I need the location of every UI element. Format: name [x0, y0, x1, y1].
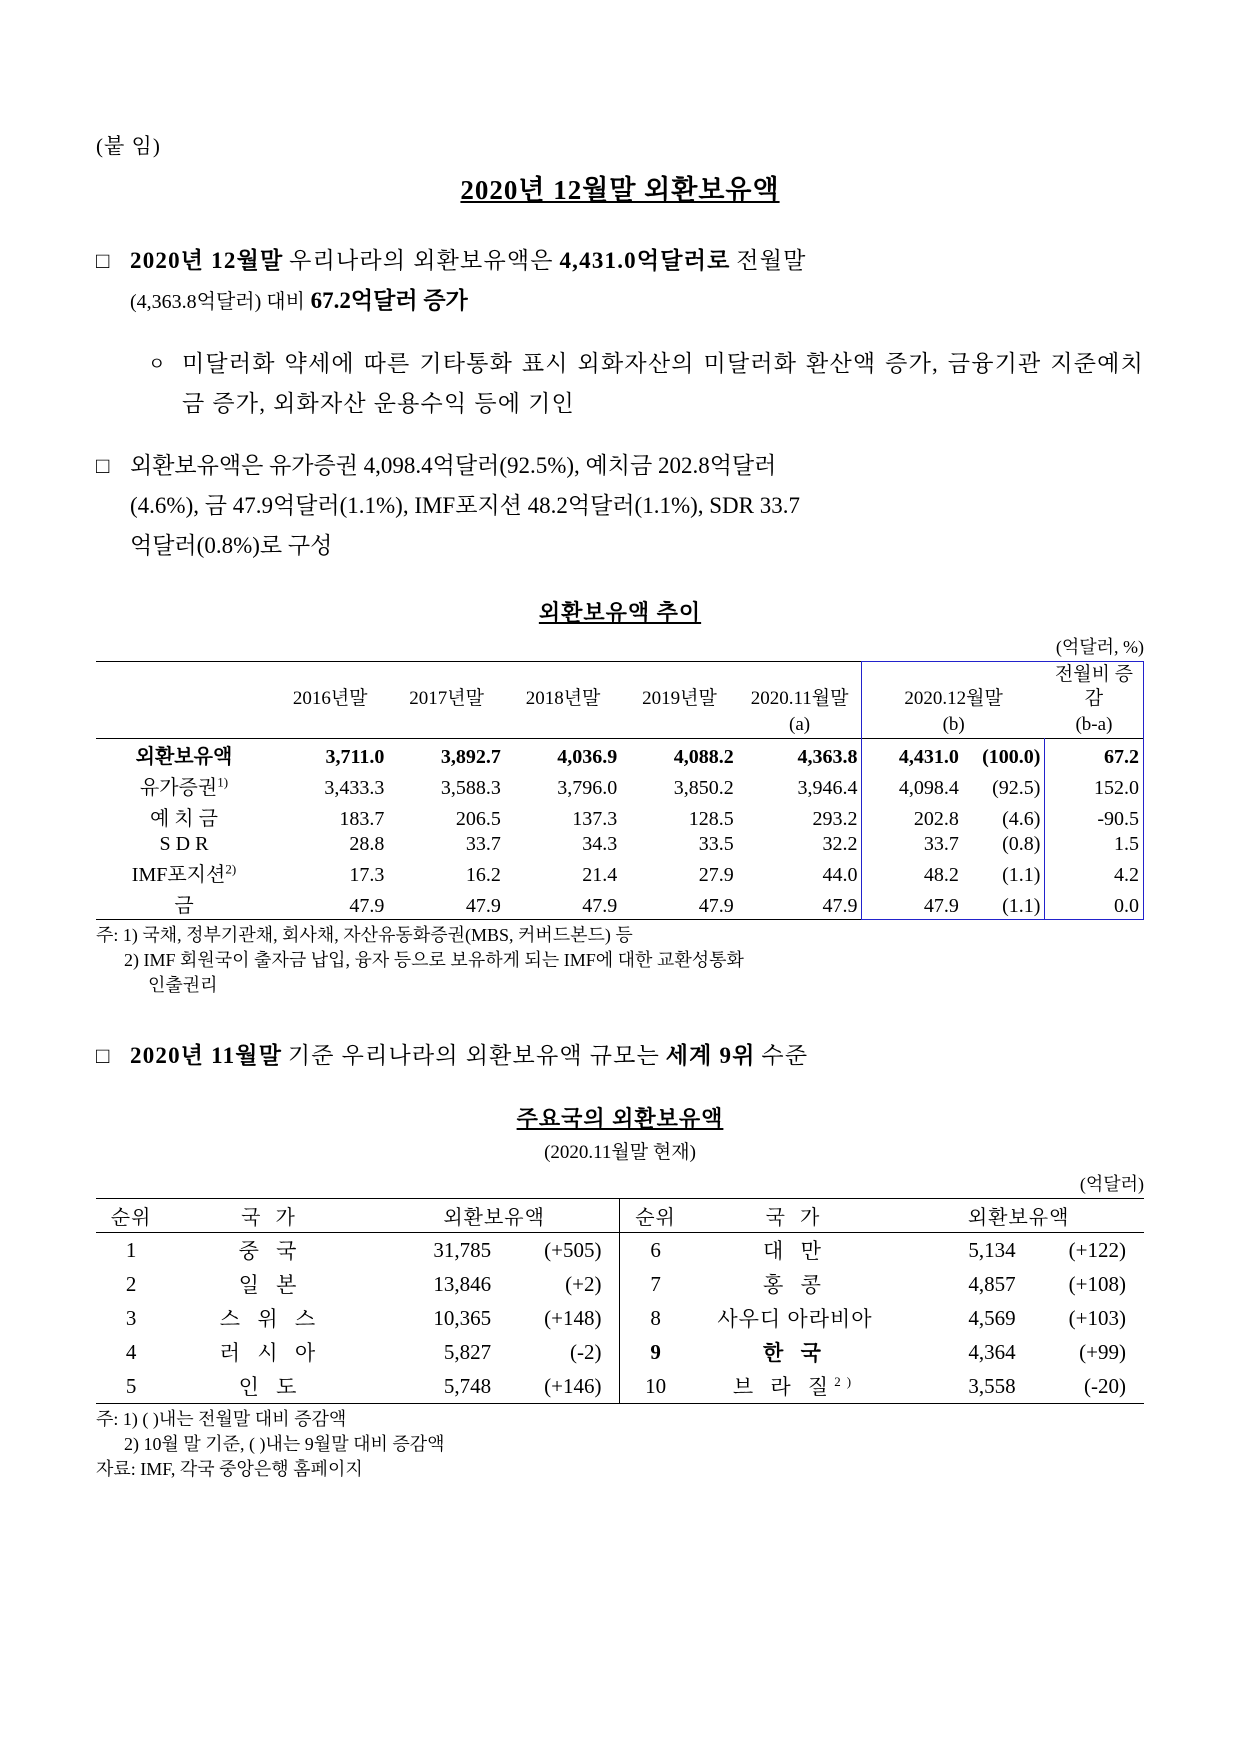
table1-row-3-label: S D R — [159, 833, 209, 855]
table2-right-0-rank: 6 — [620, 1233, 691, 1268]
table1-notes — [96, 923, 1144, 998]
bullet-4-date: 2020년 11월말 — [130, 1043, 283, 1068]
bullet-4-text-1: 기준 우리나라의 외환보유액 규모는 — [287, 1043, 661, 1068]
reserves-trend-table — [96, 661, 1144, 920]
table1-subheader-a: (a) — [789, 714, 811, 735]
table2-left-2-rank: 3 — [125, 1305, 137, 1330]
bullet-4-text-2: 수준 — [761, 1043, 809, 1068]
table1-row-1-label-text: 유가증권 — [139, 777, 218, 799]
table2-right-1-change: (+108) — [1068, 1271, 1126, 1296]
table2-left-3-amount: 5,827 — [443, 1339, 492, 1364]
table1-row-0-change: 67.2 — [1045, 739, 1144, 771]
bullet-2-marker: ㅇ — [148, 354, 166, 374]
table1-row-2-label: 예 치 금 — [149, 808, 218, 830]
table2-header-rank-left: 순위 — [110, 1207, 152, 1229]
table-row — [96, 1335, 1144, 1369]
table-row — [96, 857, 1144, 888]
table1-row-1-2018: 3,796.0 — [557, 777, 618, 799]
table2-header-amount-right: 외환보유액 — [967, 1207, 1070, 1229]
table2-note-1: 주: 1) ( )내는 전월말 대비 증감액 — [96, 1409, 347, 1429]
table1-subheader-blank-2017 — [388, 712, 504, 739]
table1-row-4-2019: 27.9 — [698, 864, 734, 886]
bullet-2 — [148, 344, 1144, 424]
table1-note-1: 주: 1) 국채, 정부기관채, 회사채, 자산유동화증권(MBS, 커버드본드) 등 — [96, 925, 633, 945]
table1-row-2-2020-12: 202.8 — [862, 801, 963, 832]
table1-unit: (억달러, %) — [1055, 637, 1144, 657]
table2-right-3-rank: 9 — [620, 1335, 691, 1369]
table1-row-1-2017: 3,588.3 — [440, 777, 501, 799]
page-title: 2020년 12월말 외환보유액 — [460, 175, 780, 205]
table1-row-3-2018: 34.3 — [582, 833, 618, 855]
table1-row-3-2017: 33.7 — [465, 833, 501, 855]
table2-left-4-rank: 5 — [125, 1373, 137, 1398]
table-row — [96, 1301, 1144, 1335]
bullet-4-rank: 세계 9위 — [665, 1043, 756, 1068]
table1-row-3-2019: 33.5 — [698, 833, 734, 855]
table2-note-2: 2) 10월 말 기준, ( )내는 9월말 대비 증감액 — [124, 1434, 445, 1454]
table2-right-0-change: (+122) — [1068, 1237, 1126, 1262]
table1-row-0-share: (100.0) — [982, 746, 1041, 768]
table2-right-2-amount: 4,569 — [968, 1305, 1016, 1330]
table2-header-amount-left: 외환보유액 — [443, 1207, 545, 1229]
table1-header-2020-12: 2020.12월말 — [862, 662, 1045, 713]
table1-row-5-2017: 47.9 — [465, 895, 501, 917]
table1-subheader-blank — [96, 712, 272, 739]
table2-right-2-country: 사우디 아라비아 — [717, 1307, 873, 1331]
table1-row-4-2020-11: 44.0 — [822, 864, 858, 886]
table1-row-4-label — [96, 857, 272, 888]
table-row — [96, 801, 1144, 832]
table1-row-2-2018: 137.3 — [572, 808, 618, 830]
table2-right-1-rank: 7 — [620, 1267, 691, 1301]
table1-row-4-change: 4.2 — [1045, 857, 1144, 888]
table1-row-4-label-text: IMF포지션 — [131, 864, 226, 886]
table2-left-2-amount: 10,365 — [433, 1305, 492, 1330]
bullet-1-body — [130, 241, 1144, 322]
table-row — [96, 1267, 1144, 1301]
table2-right-3-country: 한 국 — [763, 1341, 827, 1365]
table1-header-2019: 2019년말 — [642, 688, 717, 709]
table1-row-5-share: (1.1) — [963, 888, 1045, 920]
table1-row-3-share: (0.8) — [1002, 833, 1041, 855]
table2-left-0-rank: 1 — [125, 1237, 137, 1262]
table2-left-3-change: (-2) — [569, 1339, 602, 1364]
table2-right-4-amount: 3,558 — [968, 1373, 1016, 1398]
table1-row-0-label: 외환보유액 — [135, 746, 233, 768]
table1-header-row — [96, 662, 1144, 713]
table2-right-1-country: 홍 콩 — [763, 1273, 827, 1297]
table2-left-1-rank: 2 — [125, 1271, 137, 1296]
table1-row-5-label: 금 — [174, 895, 194, 917]
table1-row-2-2016: 183.7 — [339, 808, 385, 830]
table2-right-4-rank: 10 — [620, 1369, 691, 1404]
table2-right-3-change: (+99) — [1079, 1339, 1126, 1364]
bullet-3-line-2: (4.6%), 금 47.9억달러(1.1%), IMF포지션 48.2억달러(1.1%), SDR 33.7 — [130, 493, 801, 518]
table2-right-4-country — [691, 1369, 900, 1404]
table1-row-1-share: (92.5) — [992, 777, 1041, 799]
table1-row-4-2017: 16.2 — [465, 864, 501, 886]
bullet-3 — [96, 446, 1144, 566]
table1-row-2-2017: 206.5 — [455, 808, 501, 830]
bullet-1-marker: □ — [96, 248, 110, 273]
table1-row-2-2020-11: 293.2 — [812, 808, 858, 830]
table1-row-0-2020-11: 4,363.8 — [797, 746, 858, 768]
table2-right-4-sup: 2) — [834, 1374, 858, 1389]
table1-row-2-share: (4.6) — [1002, 808, 1041, 830]
table1-header-2018: 2018년말 — [525, 688, 601, 709]
table2-header-country-left: 국 가 — [241, 1207, 300, 1229]
table2-right-4-change: (-20) — [1084, 1373, 1126, 1398]
table1-row-4-2016: 17.3 — [349, 864, 385, 886]
table-row — [96, 770, 1144, 801]
table2-unit: (억달러) — [1079, 1174, 1144, 1194]
table1-row-1-2019: 3,850.2 — [673, 777, 734, 799]
table2-left-4-amount: 5,748 — [443, 1373, 492, 1398]
table2-left-1-change: (+2) — [565, 1271, 602, 1296]
table-row — [96, 1233, 1144, 1268]
table1-row-1-2016: 3,433.3 — [324, 777, 385, 799]
attachment-label: (붙 임) — [96, 134, 161, 158]
table1-row-4-2020-12: 48.2 — [862, 857, 963, 888]
table1-row-1-sup: 1) — [217, 774, 229, 790]
table1-row-3-2016: 28.8 — [349, 833, 385, 855]
table1-row-2-change: -90.5 — [1045, 801, 1144, 832]
table1-subheader-blank-2019 — [621, 712, 737, 739]
bullet-2-body: 미달러화 약세에 따른 기타통화 표시 외화자산의 미달러화 환산액 증가, 금융기관 지준예치금 증가, 외화자산 운용수익 등에 기인 — [182, 351, 1144, 416]
bullet-1-date: 2020년 12월말 — [130, 248, 284, 273]
table1-row-0-2019: 4,088.2 — [673, 746, 734, 768]
table2-right-1-amount: 4,857 — [968, 1271, 1016, 1296]
table2-left-3-country: 러 시 아 — [219, 1341, 322, 1365]
table2-left-0-change: (+505) — [544, 1237, 602, 1262]
table1-row-4-2018: 21.4 — [582, 864, 618, 886]
table2-left-1-country: 일 본 — [238, 1273, 303, 1297]
table1-subheader-ba: (b-a) — [1045, 712, 1144, 739]
table1-subheader-blank-2016 — [272, 712, 388, 739]
bullet-4-body — [130, 1036, 1144, 1076]
table1-title: 외환보유액 추이 — [538, 600, 702, 625]
table2-left-2-country: 스 위 스 — [219, 1307, 322, 1331]
table2-right-2-rank: 8 — [620, 1301, 691, 1335]
table1-row-1-2020-12: 4,098.4 — [862, 770, 963, 801]
table1-header-change: 전월비 증감 — [1045, 662, 1144, 713]
table1-row-3-2020-11: 32.2 — [822, 833, 858, 855]
bullet-1-amount: 4,431.0억달러로 — [559, 248, 731, 273]
table1-note-3: 인출권리 — [148, 975, 218, 995]
bullet-3-line-3: 억달러(0.8%)로 구성 — [130, 533, 333, 558]
table2-left-4-country: 인 도 — [238, 1375, 303, 1399]
table2-right-2-change: (+103) — [1068, 1305, 1126, 1330]
table-row — [96, 832, 1144, 857]
bullet-3-marker: □ — [96, 453, 110, 478]
table2-left-1-amount: 13,846 — [433, 1271, 492, 1296]
table1-row-0-2018: 4,036.9 — [557, 746, 618, 768]
table-row — [96, 739, 1144, 771]
table2-left-4-change: (+146) — [544, 1373, 602, 1398]
bullet-1 — [96, 241, 1144, 322]
table1-row-5-2019: 47.9 — [698, 895, 734, 917]
table1-row-0-2020-12: 4,431.0 — [862, 739, 963, 771]
bullet-1-text-1: 우리나라의 외환보유액은 — [289, 248, 554, 273]
table2-right-0-amount: 5,134 — [968, 1237, 1016, 1262]
bullet-3-line-1: 외환보유액은 유가증권 4,098.4억달러(92.5%), 예치금 202.8억달러 — [130, 453, 777, 478]
bullet-3-body — [130, 446, 1144, 566]
table2-right-0-country: 대 만 — [763, 1239, 827, 1263]
bullet-1-text-2: 전월말 — [736, 248, 807, 273]
table1-row-5-2020-11: 47.9 — [822, 895, 858, 917]
table1-header-blank — [96, 662, 272, 713]
table1-subheader-blank-2018 — [505, 712, 621, 739]
table1-row-1-2020-11: 3,946.4 — [797, 777, 858, 799]
table2-left-3-rank: 4 — [125, 1339, 137, 1364]
table2-header-row — [96, 1199, 1144, 1233]
table1-row-4-sup: 2) — [225, 861, 237, 877]
table-row — [96, 888, 1144, 920]
bullet-4-marker: □ — [96, 1043, 110, 1068]
table2-notes — [96, 1407, 1144, 1482]
table1-note-2: 2) IMF 회원국이 출자금 납입, 융자 등으로 보유하게 되는 IMF에 대한 교환성통화 — [124, 950, 744, 970]
table2-note-3: 자료: IMF, 각국 중앙은행 홈페이지 — [96, 1459, 363, 1479]
table1-row-3-change: 1.5 — [1045, 832, 1144, 857]
table1-header-2020-11: 2020.11월말 — [750, 688, 849, 709]
table2-title: 주요국의 외환보유액 — [516, 1106, 724, 1131]
table2-header-rank-right: 순위 — [620, 1199, 691, 1233]
table2-right-4-country-text: 브 라 질 — [732, 1375, 835, 1399]
table1-header-2017: 2017년말 — [409, 688, 484, 709]
table1-row-5-2018: 47.9 — [582, 895, 618, 917]
table1-row-5-2020-12: 47.9 — [862, 888, 963, 920]
bullet-1-prev-amount: (4,363.8억달러) 대비 — [130, 291, 305, 313]
table2-left-2-change: (+148) — [544, 1305, 602, 1330]
table2-left-0-country: 중 국 — [238, 1239, 303, 1263]
table1-subheader-row — [96, 712, 1144, 739]
table1-row-1-change: 152.0 — [1045, 770, 1144, 801]
table2-header-country-right: 국 가 — [765, 1207, 825, 1229]
bullet-1-change: 67.2억달러 증가 — [310, 288, 468, 313]
table1-row-0-2017: 3,892.7 — [440, 746, 501, 768]
table2-left-0-amount: 31,785 — [433, 1237, 492, 1262]
table1-subheader-b: (b) — [862, 712, 1045, 739]
table1-header-2016: 2016년말 — [292, 688, 368, 709]
table2-right-3-amount: 4,364 — [968, 1339, 1016, 1364]
table1-row-2-2019: 128.5 — [688, 808, 734, 830]
table1-row-1-label — [96, 770, 272, 801]
table1-row-5-2016: 47.9 — [349, 895, 385, 917]
table1-row-0-2016: 3,711.0 — [325, 746, 385, 768]
table1-row-4-share: (1.1) — [1002, 864, 1041, 886]
major-countries-reserves-table — [96, 1198, 1144, 1404]
table2-subtitle: (2020.11월말 현재) — [544, 1142, 696, 1163]
table1-row-5-change: 0.0 — [1045, 888, 1144, 920]
table1-row-3-2020-12: 33.7 — [862, 832, 963, 857]
bullet-4 — [96, 1036, 1144, 1076]
table-row — [96, 1369, 1144, 1404]
